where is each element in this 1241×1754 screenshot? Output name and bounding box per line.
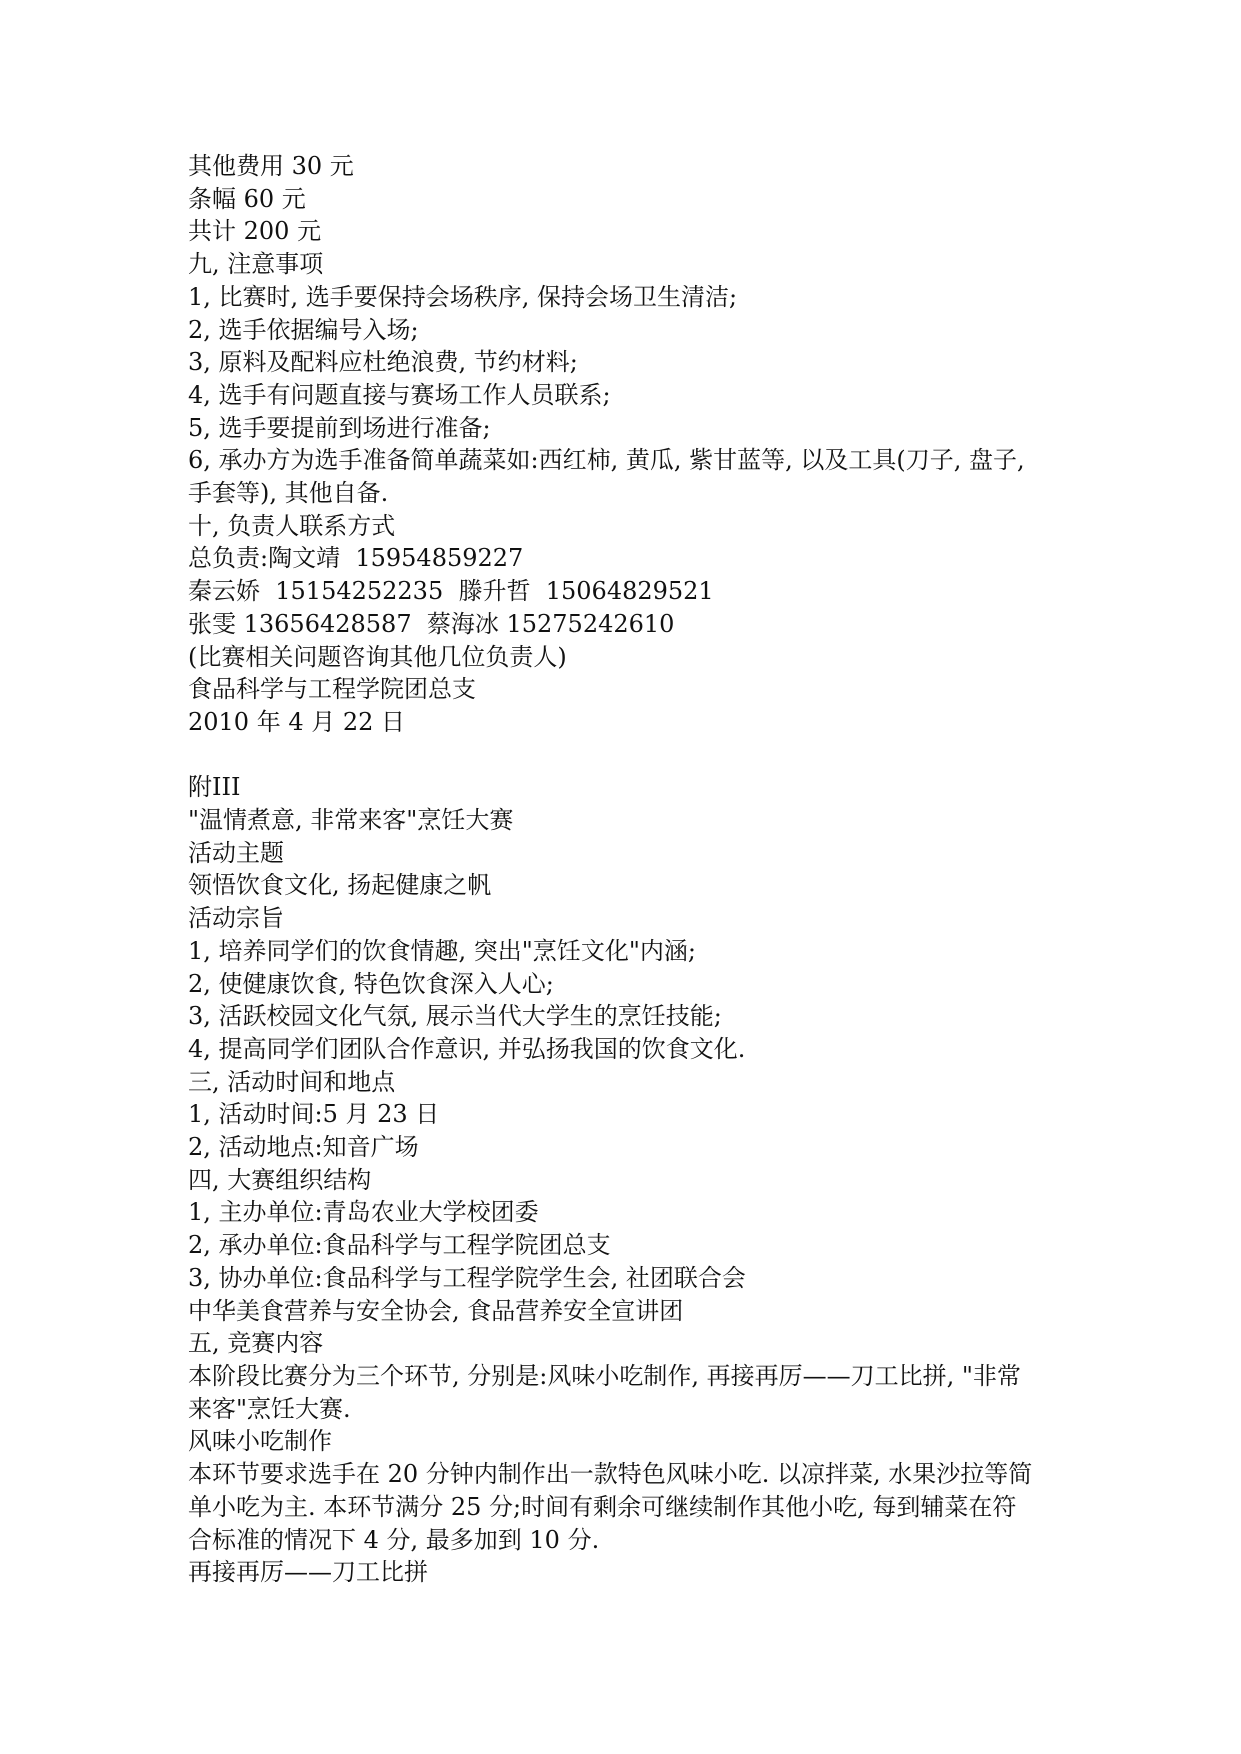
text-line: 4, 选手有问题直接与赛场工作人员联系; — [188, 380, 611, 409]
text-line: 2, 活动地点:知音广场 — [188, 1133, 419, 1162]
text-line: 来客"烹饪大赛. — [188, 1394, 351, 1423]
text-line: 中华美食营养与安全协会, 食品营养安全宣讲团 — [188, 1296, 684, 1325]
text-line: 本环节要求选手在 20 分钟内制作出一款特色风味小吃. 以凉拌菜, 水果沙拉等简 — [188, 1460, 1033, 1489]
appendix-label: 附III — [188, 773, 241, 802]
text-line: 2, 选手依据编号入场; — [188, 315, 419, 344]
document-body — [188, 150, 1068, 1589]
section-heading: 再接再厉——刀工比拼 — [188, 1558, 428, 1587]
text-line: 条幅 60 元 — [188, 184, 306, 213]
section-heading: 九, 注意事项 — [188, 250, 324, 279]
text-line: 5, 选手要提前到场进行准备; — [188, 413, 491, 442]
text-line: 1, 培养同学们的饮食情趣, 突出"烹饪文化"内涵; — [188, 936, 696, 965]
text-line: 3, 活跃校园文化气氛, 展示当代大学生的烹饪技能; — [188, 1002, 722, 1031]
text-line: 4, 提高同学们团队合作意识, 并弘扬我国的饮食文化. — [188, 1034, 746, 1063]
text-line: 1, 活动时间:5 月 23 日 — [188, 1100, 440, 1129]
section-heading: 活动宗旨 — [188, 904, 284, 933]
contact-line: 总负责:陶文靖 15954859227 — [188, 544, 524, 573]
appendix-title: "温情煮意, 非常来客"烹饪大赛 — [188, 806, 514, 835]
text-line: 共计 200 元 — [188, 217, 322, 246]
section-heading: 风味小吃制作 — [188, 1427, 332, 1456]
signature-date: 2010 年 4 月 22 日 — [188, 707, 406, 736]
text-line: 其他费用 30 元 — [188, 152, 354, 180]
text-line: 领悟饮食文化, 扬起健康之帆 — [188, 871, 492, 900]
signature-organization: 食品科学与工程学院团总支 — [188, 675, 476, 704]
section-heading: 五, 竞赛内容 — [188, 1329, 324, 1358]
text-line: 3, 协办单位:食品科学与工程学院学生会, 社团联合会 — [188, 1263, 746, 1292]
section-heading: 十, 负责人联系方式 — [188, 511, 396, 540]
text-line: 单小吃为主. 本环节满分 25 分;时间有剩余可继续制作其他小吃, 每到辅菜在符 — [188, 1492, 1017, 1521]
text-line: 3, 原料及配料应杜绝浪费, 节约材料; — [188, 348, 578, 377]
paragraph-gap — [188, 739, 1068, 772]
text-line: 1, 比赛时, 选手要保持会场秩序, 保持会场卫生清洁; — [188, 282, 738, 311]
text-line: 合标准的情况下 4 分, 最多加到 10 分. — [188, 1525, 600, 1554]
text-line: 1, 主办单位:青岛农业大学校团委 — [188, 1198, 539, 1227]
section-heading: 四, 大赛组织结构 — [188, 1165, 372, 1194]
contact-line: 张雯 13656428587 蔡海冰 15275242610 — [188, 609, 675, 638]
section-heading: 三, 活动时间和地点 — [188, 1067, 396, 1096]
text-line: (比赛相关问题咨询其他几位负责人) — [188, 642, 567, 671]
text-line: 6, 承办方为选手准备简单蔬菜如:西红柿, 黄瓜, 紫甘蓝等, 以及工具(刀子, 盘子, — [188, 446, 1025, 475]
contact-line: 秦云娇 15154252235 滕升哲 15064829521 — [188, 577, 714, 606]
text-line: 本阶段比赛分为三个环节, 分别是:风味小吃制作, 再接再厉——刀工比拼, "非常 — [188, 1362, 1021, 1390]
text-line: 手套等), 其他自备. — [188, 479, 389, 508]
text-line: 2, 承办单位:食品科学与工程学院团总支 — [188, 1231, 611, 1260]
section-heading: 活动主题 — [188, 838, 284, 867]
text-line: 2, 使健康饮食, 特色饮食深入人心; — [188, 969, 554, 998]
